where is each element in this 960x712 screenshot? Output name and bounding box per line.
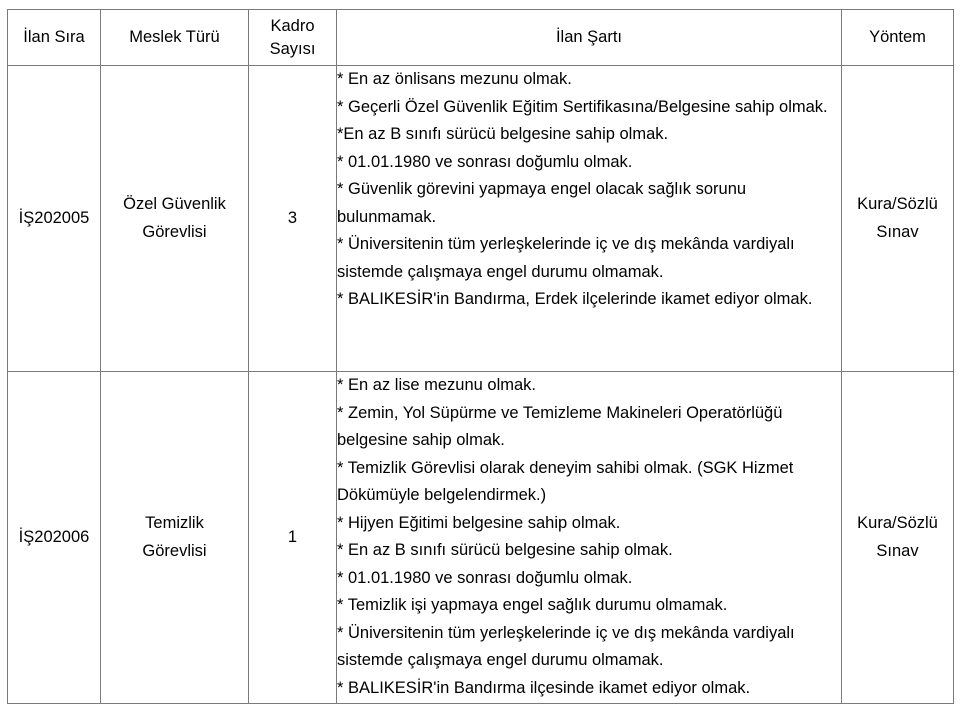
yontem-line1: Kura/Sözlü [857, 195, 938, 213]
cell-kadro-sayisi: 3 [249, 66, 337, 372]
condition-item: *En az B sınıfı sürücü belgesine sahip olmak. [337, 125, 669, 143]
condition-item: * Üniversitenin tüm yerleşkelerinde iç ve dış mekânda vardiyalı sistemde çalışmaya engel durumu olmamak. [337, 623, 800, 669]
cell-ilan-sira: İŞ202005 [8, 66, 101, 372]
cell-yontem [842, 372, 954, 704]
condition-item: * En az lise mezunu olmak. [337, 376, 537, 394]
table-row [8, 66, 954, 372]
yontem-line2: Sınav [876, 541, 919, 560]
header-kadro-sayisi [249, 10, 337, 66]
cell-ilan-sira: İŞ202006 [8, 372, 101, 704]
cell-meslek-turu [101, 372, 249, 704]
header-ilan-sarti: İlan Şartı [337, 10, 842, 66]
cell-yontem [842, 66, 954, 372]
meslek-line1: Özel Güvenlik [123, 195, 226, 213]
condition-item: * Temizlik Görevlisi olarak deneyim sahibi olmak. (SGK Hizmet Dökümüyle belgelendirmek.) [337, 458, 798, 504]
header-ilan-sira: İlan Sıra [8, 10, 101, 66]
condition-item: * Hijyen Eğitimi belgesine sahip olmak. [337, 513, 621, 532]
header-row [8, 10, 954, 66]
condition-item: * 01.01.1980 ve sonrası doğumlu olmak. [337, 152, 633, 171]
condition-item: * Üniversitenin tüm yerleşkelerinde iç ve dış mekânda vardiyalı sistemde çalışmaya engel durumu olmamak. [337, 235, 800, 281]
condition-item: * Geçerli Özel Güvenlik Eğitim Sertifikasına/Belgesine sahip olmak. [337, 97, 828, 116]
header-meslek-turu: Meslek Türü [101, 10, 249, 66]
job-listing-table [7, 9, 954, 704]
header-yontem: Yöntem [842, 10, 954, 66]
condition-item: * BALIKESİR'in Bandırma ilçesinde ikamet ediyor olmak. [337, 678, 751, 697]
condition-list [337, 66, 841, 314]
condition-item: * En az önlisans mezunu olmak. [337, 70, 572, 88]
meslek-line1: Temizlik [145, 514, 204, 532]
meslek-line2: Görevlisi [142, 541, 207, 560]
condition-item: * 01.01.1980 ve sonrası doğumlu olmak. [337, 568, 633, 587]
table-row [8, 372, 954, 704]
cell-meslek-turu [101, 66, 249, 372]
condition-item: * BALIKESİR'in Bandırma, Erdek ilçelerinde ikamet ediyor olmak. [337, 290, 813, 308]
condition-item: * En az B sınıfı sürücü belgesine sahip olmak. [337, 541, 673, 559]
cell-ilan-sarti [337, 66, 842, 372]
header-kadro-line2: Sayısı [269, 39, 316, 58]
condition-item: * Güvenlik görevini yapmaya engel olacak sağlık sorunu bulunmamak. [337, 180, 751, 226]
yontem-line1: Kura/Sözlü [857, 514, 938, 532]
condition-item: * Temizlik işi yapmaya engel sağlık durumu olmamak. [337, 596, 728, 614]
header-kadro-line1: Kadro [270, 16, 315, 35]
meslek-line2: Görevlisi [142, 222, 207, 241]
cell-ilan-sarti [337, 372, 842, 704]
condition-list [337, 372, 841, 702]
condition-item: * Zemin, Yol Süpürme ve Temizleme Makineleri Operatörlüğü belgesine sahip olmak. [337, 403, 787, 449]
cell-kadro-sayisi: 1 [249, 372, 337, 704]
yontem-line2: Sınav [876, 222, 919, 241]
